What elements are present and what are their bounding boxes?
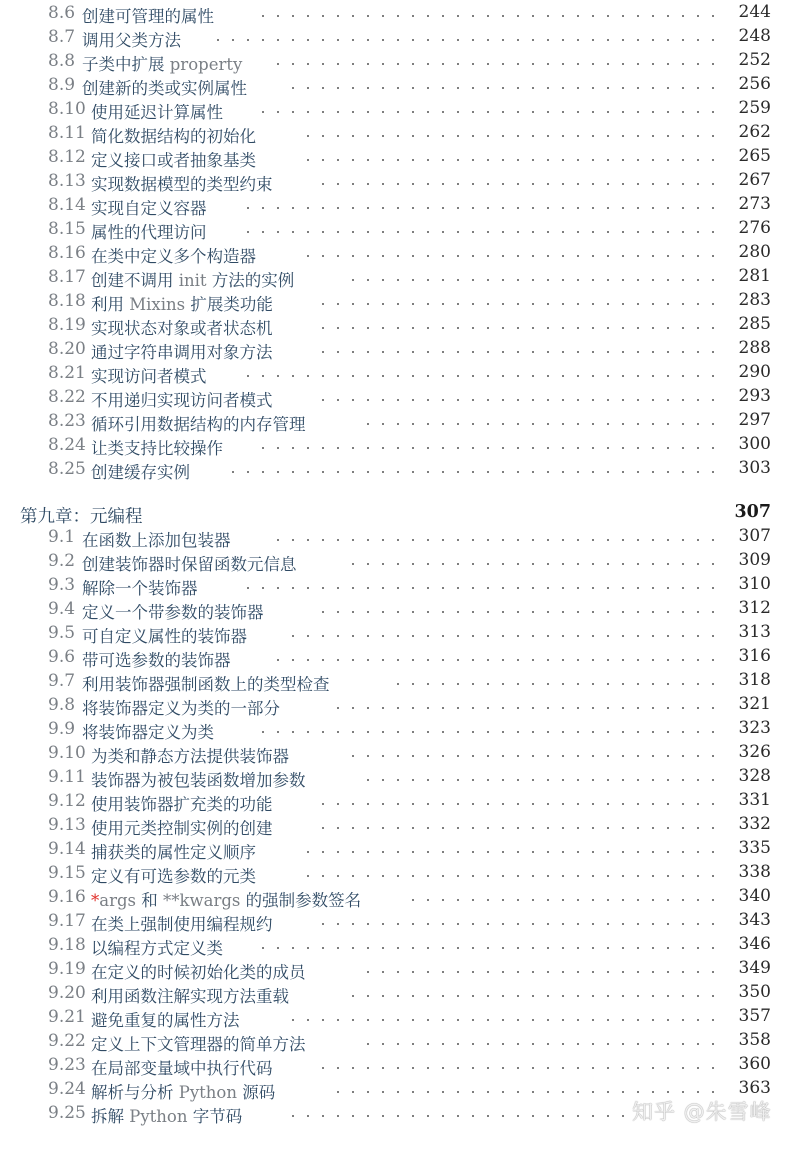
entry-number: 8.17	[48, 267, 86, 287]
toc-entry-9-17[interactable]	[0, 910, 801, 934]
page-number: 256	[738, 74, 771, 94]
entry-number: 9.13	[48, 815, 86, 835]
page-number: 290	[738, 362, 771, 382]
page-number: 357	[738, 1006, 771, 1026]
dot-leader	[355, 1030, 730, 1054]
dot-leader	[250, 434, 730, 458]
dot-leader	[310, 598, 730, 622]
entry-title: 带可选参数的装饰器	[82, 651, 231, 670]
page-number: 265	[738, 146, 771, 166]
page-number: 331	[738, 790, 771, 810]
toc-entry-8-8[interactable]	[0, 50, 801, 74]
entry-title: 将装饰器定义为类	[82, 723, 214, 742]
entry-title: 在局部变量域中执行代码	[91, 1059, 273, 1078]
entry-number: 8.11	[48, 123, 86, 143]
entry-title: *args 和 **kwargs 的强制参数签名	[91, 891, 362, 910]
page-number: 293	[738, 386, 771, 406]
page-number: 244	[738, 2, 771, 22]
entry-number: 8.9	[48, 75, 76, 95]
page-number: 346	[738, 934, 771, 954]
entry-number: 9.10	[48, 743, 86, 763]
toc-entry-9-6[interactable]	[0, 646, 801, 670]
toc-entry-8-6[interactable]	[0, 2, 801, 26]
dot-leader	[250, 98, 730, 122]
entry-title: 定义上下文管理器的简单方法	[91, 1035, 306, 1054]
dot-leader	[250, 934, 730, 958]
dot-leader	[310, 910, 730, 934]
entry-number: 8.12	[48, 147, 86, 167]
entry-number: 8.16	[48, 243, 86, 263]
page-number: 276	[738, 218, 771, 238]
entry-title: 创建新的类或实例属性	[82, 79, 247, 98]
entry-number: 9.17	[48, 911, 86, 931]
entry-number: 9.18	[48, 935, 86, 955]
toc-entry-8-12[interactable]	[0, 146, 801, 170]
entry-title-latin: args	[99, 891, 137, 910]
entry-number: 9.16	[48, 887, 86, 907]
toc-entry-9-14[interactable]	[0, 838, 801, 862]
toc-entry-8-22[interactable]	[0, 386, 801, 410]
entry-title-latin: property	[169, 55, 243, 74]
dot-leader	[235, 218, 730, 242]
dot-leader	[355, 766, 730, 790]
toc-entry-8-11[interactable]	[0, 122, 801, 146]
page-number: 318	[738, 670, 771, 690]
dot-leader	[250, 2, 730, 26]
toc-entry-8-21[interactable]	[0, 362, 801, 386]
page-number: 280	[738, 242, 771, 262]
chapter-heading-9[interactable]	[0, 501, 801, 527]
toc-entry-9-8[interactable]	[0, 694, 801, 718]
toc-entry-8-17[interactable]	[0, 266, 801, 290]
entry-title: 使用延迟计算属性	[91, 103, 223, 122]
page-number: 343	[738, 910, 771, 930]
watermark: 知乎 @朱雪峰	[632, 1100, 772, 1124]
page-number: 310	[738, 574, 771, 594]
entry-title: 实现访问者模式	[91, 367, 207, 386]
entry-number: 9.5	[48, 623, 76, 643]
entry-number: 8.25	[48, 459, 86, 479]
toc-entry-9-2[interactable]	[0, 550, 801, 574]
entry-number: 9.19	[48, 959, 86, 979]
page-number: 248	[738, 26, 771, 46]
toc-entry-9-15[interactable]	[0, 862, 801, 886]
entry-title: 为类和静态方法提供装饰器	[91, 747, 289, 766]
page-number: 252	[738, 50, 771, 70]
page-number: 281	[738, 266, 771, 286]
entry-title: 定义一个带参数的装饰器	[82, 603, 264, 622]
entry-number: 8.13	[48, 171, 86, 191]
entry-title: 装饰器为被包装函数增加参数	[91, 771, 306, 790]
entry-number: 8.14	[48, 195, 86, 215]
chapter-title: 第九章：元编程	[20, 507, 143, 527]
entry-number: 8.20	[48, 339, 86, 359]
entry-title: 解除一个装饰器	[82, 579, 198, 598]
entry-title: 利用装饰器强制函数上的类型检查	[82, 675, 330, 694]
entry-title: 实现状态对象或者状态机	[91, 319, 273, 338]
entry-number: 9.24	[48, 1079, 86, 1099]
page-number: 326	[738, 742, 771, 762]
page-number: 309	[738, 550, 771, 570]
dot-leader	[220, 458, 730, 482]
entry-number: 9.14	[48, 839, 86, 859]
page-number: 350	[738, 982, 771, 1002]
toc-entry-9-21[interactable]	[0, 1006, 801, 1030]
page-number: 358	[738, 1030, 771, 1050]
dot-leader	[265, 526, 730, 550]
entry-number: 9.12	[48, 791, 86, 811]
toc-entry-9-22[interactable]	[0, 1030, 801, 1054]
toc-entry-8-16[interactable]	[0, 242, 801, 266]
entry-number: 8.22	[48, 387, 86, 407]
page-number: 349	[738, 958, 771, 978]
toc-entry-8-13[interactable]	[0, 170, 801, 194]
dot-leader	[265, 50, 730, 74]
entry-title: 利用函数注解实现方法重载	[91, 987, 289, 1006]
dot-leader	[295, 122, 730, 146]
dot-leader	[205, 26, 730, 50]
toc-entry-9-18[interactable]	[0, 934, 801, 958]
toc-entry-9-20[interactable]	[0, 982, 801, 1006]
dot-leader	[265, 646, 730, 670]
entry-title: 不用递归实现访问者模式	[91, 391, 273, 410]
entry-title: 在类上强制使用编程规约	[91, 915, 273, 934]
entry-number: 9.1	[48, 527, 76, 547]
dot-leader	[310, 338, 730, 362]
toc-entry-9-16[interactable]	[0, 886, 801, 910]
entry-title: 让类支持比较操作	[91, 439, 223, 458]
entry-title: 属性的代理访问	[91, 223, 207, 242]
entry-title: 定义有可选参数的元类	[91, 867, 256, 886]
entry-title: 实现自定义容器	[91, 199, 207, 218]
entry-title: 简化数据结构的初始化	[91, 127, 256, 146]
toc-entry-8-23[interactable]	[0, 410, 801, 434]
entry-title: 子类中扩展 property	[82, 55, 243, 74]
page-number: 332	[738, 814, 771, 834]
dot-leader	[400, 886, 730, 910]
entry-number: 8.23	[48, 411, 86, 431]
entry-number: 8.6	[48, 3, 76, 23]
asterisk-highlight: *	[91, 891, 100, 910]
entry-title: 创建缓存实例	[91, 463, 190, 482]
toc-entry-8-19[interactable]	[0, 314, 801, 338]
entry-number: 8.10	[48, 99, 86, 119]
toc-entry-9-7[interactable]	[0, 670, 801, 694]
entry-number: 8.18	[48, 291, 86, 311]
entry-number: 8.19	[48, 315, 86, 335]
dot-leader	[280, 1102, 635, 1126]
page-number: 321	[738, 694, 771, 714]
page-number: 313	[738, 622, 771, 642]
toc-entry-9-4[interactable]	[0, 598, 801, 622]
page-number: 273	[738, 194, 771, 214]
entry-title-latin: init	[178, 271, 207, 290]
dot-leader	[310, 314, 730, 338]
dot-leader	[340, 550, 730, 574]
entry-title: 实现数据模型的类型约束	[91, 175, 273, 194]
dot-leader	[310, 170, 730, 194]
toc-entry-9-9[interactable]	[0, 718, 801, 742]
entry-title: 在定义的时候初始化类的成员	[91, 963, 306, 982]
dot-leader	[310, 386, 730, 410]
entry-number: 9.25	[48, 1103, 86, 1123]
dot-leader	[280, 1006, 730, 1030]
page-number: 360	[738, 1054, 771, 1074]
dot-leader	[340, 982, 730, 1006]
entry-title: 调用父类方法	[82, 31, 181, 50]
page-number: 262	[738, 122, 771, 142]
entry-title-latin: Mixins	[129, 295, 186, 314]
page-number: 316	[738, 646, 771, 666]
dot-leader	[325, 694, 730, 718]
page-number: 312	[738, 598, 771, 618]
dot-leader	[235, 362, 730, 386]
dot-leader	[310, 1054, 730, 1078]
toc-entry-9-3[interactable]	[0, 574, 801, 598]
entry-number: 9.11	[48, 767, 86, 787]
toc-entry-8-25[interactable]	[0, 458, 801, 482]
toc-entry-8-14[interactable]	[0, 194, 801, 218]
entry-number: 9.3	[48, 575, 76, 595]
toc-entry-9-10[interactable]	[0, 742, 801, 766]
entry-title: 创建装饰器时保留函数元信息	[82, 555, 297, 574]
entry-number: 9.4	[48, 599, 76, 619]
dot-leader	[340, 742, 730, 766]
entry-number: 9.22	[48, 1031, 86, 1051]
entry-title: 循环引用数据结构的内存管理	[91, 415, 306, 434]
page-number: 297	[738, 410, 771, 430]
toc-entry-8-7[interactable]	[0, 26, 801, 50]
entry-number: 9.6	[48, 647, 76, 667]
dot-leader	[280, 74, 730, 98]
entry-number: 9.8	[48, 695, 76, 715]
entry-number: 9.23	[48, 1055, 86, 1075]
entry-number: 9.15	[48, 863, 86, 883]
entry-number: 9.7	[48, 671, 76, 691]
toc-entry-9-13[interactable]	[0, 814, 801, 838]
page-number: 328	[738, 766, 771, 786]
entry-title: 在类中定义多个构造器	[91, 247, 256, 266]
entry-title: 解析与分析 Python 源码	[91, 1083, 276, 1102]
entry-title-latin: Python	[178, 1083, 237, 1102]
page-number: 300	[738, 434, 771, 454]
entry-title: 以编程方式定义类	[91, 939, 223, 958]
dot-leader	[295, 838, 730, 862]
entry-title: 创建不调用 init 方法的实例	[91, 271, 295, 290]
dot-leader	[280, 622, 730, 646]
dot-leader	[235, 194, 730, 218]
page-number: 303	[738, 458, 771, 478]
entry-title: 利用 Mixins 扩展类功能	[91, 295, 273, 314]
page-number: 340	[738, 886, 771, 906]
dot-leader	[310, 290, 730, 314]
entry-number: 8.8	[48, 51, 76, 71]
entry-title-latin: Python	[129, 1107, 188, 1126]
entry-title: 将装饰器定义为类的一部分	[82, 699, 280, 718]
entry-title: 可自定义属性的装饰器	[82, 627, 247, 646]
entry-number: 9.9	[48, 719, 76, 739]
dot-leader	[295, 862, 730, 886]
entry-title: 使用装饰器扩充类的功能	[91, 795, 273, 814]
toc-entry-8-18[interactable]	[0, 290, 801, 314]
toc-entry-8-20[interactable]	[0, 338, 801, 362]
entry-title: 捕获类的属性定义顺序	[91, 843, 256, 862]
entry-number: 8.7	[48, 27, 76, 47]
toc-entry-8-10[interactable]	[0, 98, 801, 122]
dot-leader	[310, 814, 730, 838]
entry-title: 通过字符串调用对象方法	[91, 343, 273, 362]
entry-title: 定义接口或者抽象基类	[91, 151, 256, 170]
entry-title: 在函数上添加包装器	[82, 531, 231, 550]
dot-leader	[355, 410, 730, 434]
dot-leader	[385, 670, 730, 694]
page-number: 283	[738, 290, 771, 310]
entry-title-latin: **kwargs	[163, 891, 241, 910]
page-number: 307	[738, 526, 771, 546]
toc-entry-8-9[interactable]	[0, 74, 801, 98]
entry-title: 避免重复的属性方法	[91, 1011, 240, 1030]
toc-entry-9-23[interactable]	[0, 1054, 801, 1078]
page-number: 259	[738, 98, 771, 118]
entry-number: 8.21	[48, 363, 86, 383]
toc-entry-8-24[interactable]	[0, 434, 801, 458]
entry-number: 8.15	[48, 219, 86, 239]
page-number: 288	[738, 338, 771, 358]
toc-entry-9-1[interactable]	[0, 526, 801, 550]
dot-leader	[235, 574, 730, 598]
page-number: 323	[738, 718, 771, 738]
entry-title: 创建可管理的属性	[82, 7, 214, 26]
dot-leader	[250, 718, 730, 742]
dot-leader	[295, 146, 730, 170]
page-number: 335	[738, 838, 771, 858]
dot-leader	[295, 242, 730, 266]
entry-title: 使用元类控制实例的创建	[91, 819, 273, 838]
entry-title: 拆解 Python 字节码	[91, 1107, 243, 1126]
page-number: 338	[738, 862, 771, 882]
dot-leader	[355, 958, 730, 982]
entry-number: 9.2	[48, 551, 76, 571]
dot-leader	[310, 790, 730, 814]
entry-number: 9.20	[48, 983, 86, 1003]
chapter-page-number: 307	[734, 502, 771, 522]
toc-entry-9-19[interactable]	[0, 958, 801, 982]
toc-entry-9-12[interactable]	[0, 790, 801, 814]
toc-entry-8-15[interactable]	[0, 218, 801, 242]
dot-leader	[340, 266, 730, 290]
toc-entry-9-11[interactable]	[0, 766, 801, 790]
toc-entry-9-5[interactable]	[0, 622, 801, 646]
page-number: 267	[738, 170, 771, 190]
page-number: 285	[738, 314, 771, 334]
page-number: 363	[738, 1078, 771, 1098]
entry-number: 8.24	[48, 435, 86, 455]
entry-number: 9.21	[48, 1007, 86, 1027]
